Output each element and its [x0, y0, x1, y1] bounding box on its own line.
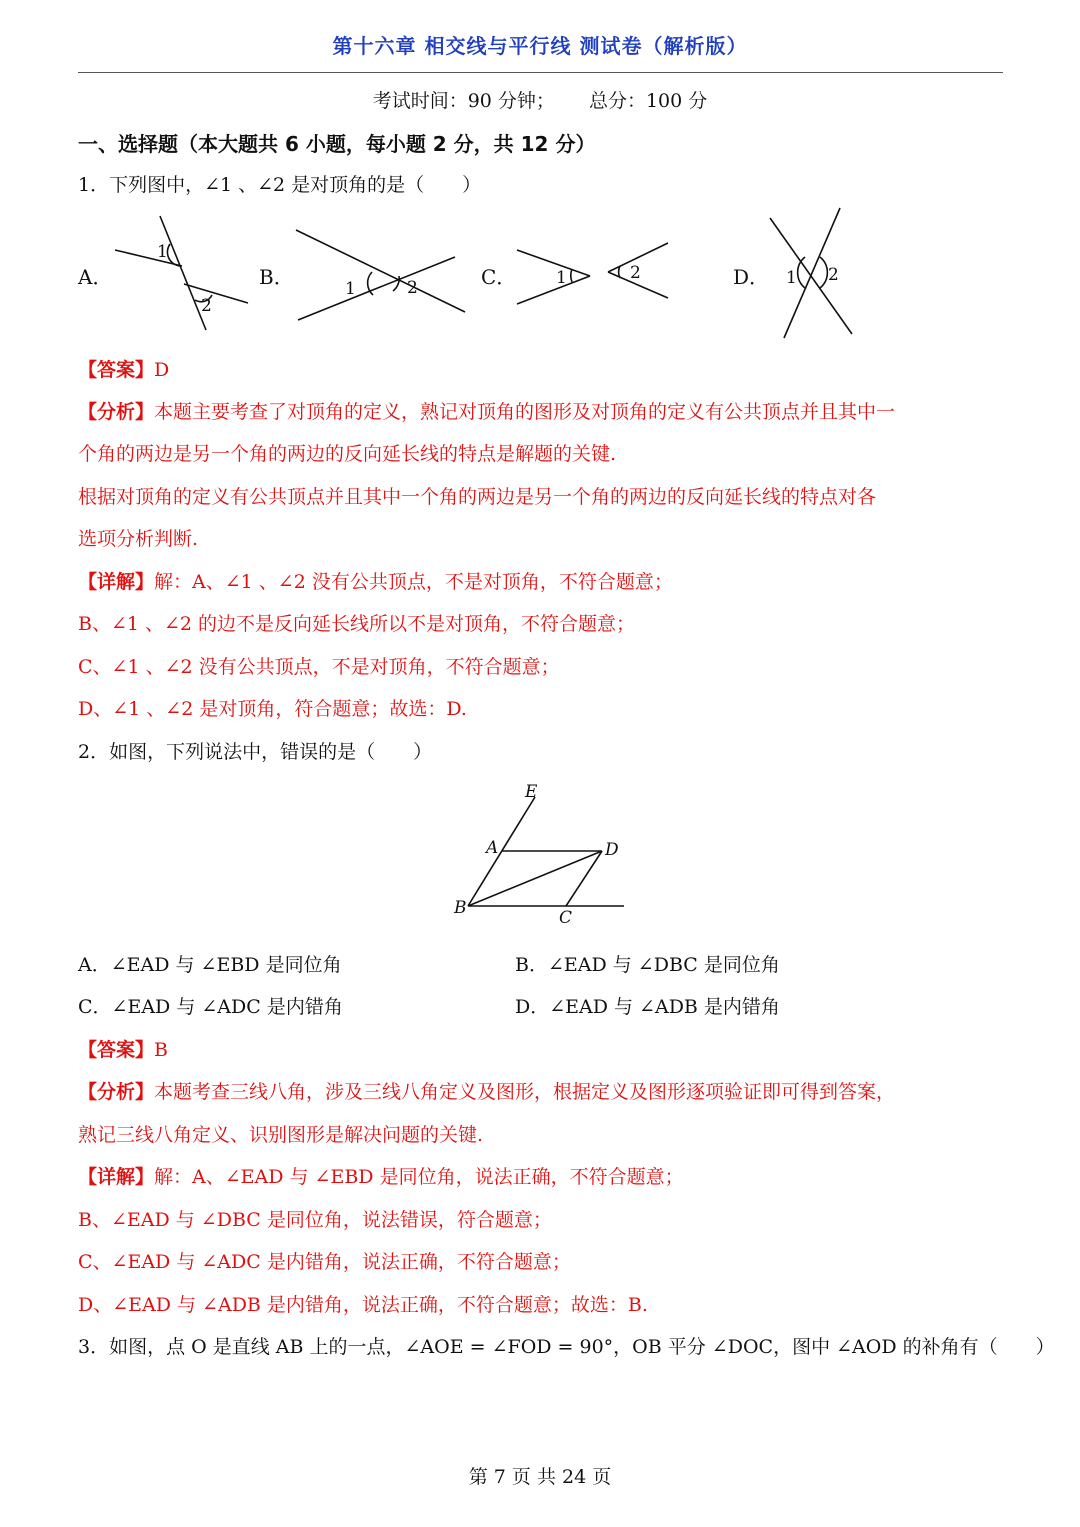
exam-info	[0, 86, 1080, 113]
detail-text: 解：A、∠EAD 与 ∠EBD 是同位角，说法正确，不符合题意；	[154, 1166, 684, 1188]
detail-tag: 【详解】	[78, 571, 155, 593]
question-2-figure	[440, 775, 640, 930]
option-b: B．∠EAD 与 ∠DBC 是同位角	[515, 954, 780, 976]
exam-time: 考试时间：90 分钟；	[372, 90, 555, 112]
detail-tag: 【详解】	[78, 1166, 155, 1188]
question-1-detail	[78, 567, 673, 594]
total-score: 总分：100 分	[588, 90, 708, 112]
option-d: D．∠EAD 与 ∠ADB 是内错角	[515, 996, 780, 1018]
point-c-label: C	[559, 908, 573, 928]
angle-1-label: 1	[786, 268, 797, 288]
question-2-analysis	[78, 1077, 895, 1104]
option-a: A．∠EAD 与 ∠EBD 是同位角	[78, 954, 342, 976]
point-a-label: A	[486, 838, 499, 858]
analysis-tag: 【分析】	[78, 401, 155, 423]
angle-2-label: 2	[630, 263, 641, 283]
detail-text: C、∠1 、∠2 没有公共顶点，不是对顶角，不符合题意；	[78, 656, 560, 678]
page-footer: 第 7 页 共 24 页	[468, 1466, 612, 1488]
point-e-label: E	[525, 782, 538, 802]
angle-2-label: 2	[828, 265, 839, 285]
question-2-stem: 2．如图，下列说法中，错误的是（ ）	[78, 741, 433, 763]
angle-1-label: 1	[345, 279, 356, 299]
analysis-tag: 【分析】	[78, 1081, 155, 1103]
question-1-stem: 1．下列图中，∠1 、∠2 是对顶角的是（ ）	[78, 174, 482, 196]
angle-2-label: 2	[201, 296, 212, 316]
option-c-label: C．	[481, 265, 517, 289]
detail-text: D、∠1 、∠2 是对顶角，符合题意；故选：D.	[78, 698, 467, 720]
option-a-label: A．	[78, 265, 113, 289]
analysis-text: 选项分析判断.	[78, 528, 199, 550]
document-title: 第十六章 相交线与平行线 测试卷（解析版）	[332, 34, 748, 58]
question-1-figure-svg	[0, 200, 1080, 350]
analysis-text: 本题考查三线八角，涉及三线八角定义及图形，根据定义及图形逐项验证即可得到答案，	[154, 1081, 896, 1103]
analysis-text: 熟记三线八角定义、识别图形是解决问题的关键.	[78, 1124, 484, 1146]
point-b-label: B	[454, 898, 467, 918]
analysis-text: 根据对顶角的定义有公共顶点并且其中一个角的两边是另一个角的两边的反向延长线的特点对各	[78, 486, 877, 508]
section-heading: 一、选择题（本大题共 6 小题，每小题 2 分，共 12 分）	[78, 132, 596, 156]
detail-text: B、∠EAD 与 ∠DBC 是同位角，说法错误，符合题意；	[78, 1209, 552, 1231]
answer-tag: 【答案】	[78, 359, 155, 381]
detail-text: D、∠EAD 与 ∠ADB 是内错角，说法正确，不符合题意；故选：B.	[78, 1294, 648, 1316]
question-2-detail	[78, 1162, 684, 1189]
detail-text: C、∠EAD 与 ∠ADC 是内错角，说法正确，不符合题意；	[78, 1251, 571, 1273]
answer-value: D	[154, 359, 170, 381]
option-b-label: B．	[259, 265, 294, 289]
analysis-text: 个角的两边是另一个角的两边的反向延长线的特点是解题的关键.	[78, 443, 617, 465]
angle-1-label: 1	[556, 268, 567, 288]
option-c: C．∠EAD 与 ∠ADC 是内错角	[78, 996, 343, 1018]
angle-1-label: 1	[157, 242, 168, 262]
question-2-figure-svg	[440, 775, 640, 930]
point-d-label: D	[605, 840, 619, 860]
angle-2-label: 2	[407, 278, 418, 298]
option-d-label: D．	[733, 265, 770, 289]
analysis-text: 本题主要考查了对顶角的定义，熟记对顶角的图形及对顶角的定义有公共顶点并且其中一	[154, 401, 896, 423]
detail-text: B、∠1 、∠2 的边不是反向延长线所以不是对顶角，不符合题意；	[78, 613, 636, 635]
header-divider	[78, 72, 1003, 73]
question-3-stem: 3．如图，点 O 是直线 AB 上的一点，∠AOE = ∠FOD = 90°，OB 平分 ∠DOC，图中 ∠AOD 的补角有（ ）	[78, 1336, 1055, 1358]
question-2-answer	[78, 1035, 168, 1062]
question-1-analysis	[78, 397, 895, 424]
answer-value: B	[154, 1039, 168, 1061]
answer-tag: 【答案】	[78, 1039, 155, 1061]
detail-text: 解：A、∠1 、∠2 没有公共顶点，不是对顶角，不符合题意；	[154, 571, 673, 593]
question-1-answer	[78, 355, 169, 382]
question-1-figures	[0, 200, 1080, 350]
